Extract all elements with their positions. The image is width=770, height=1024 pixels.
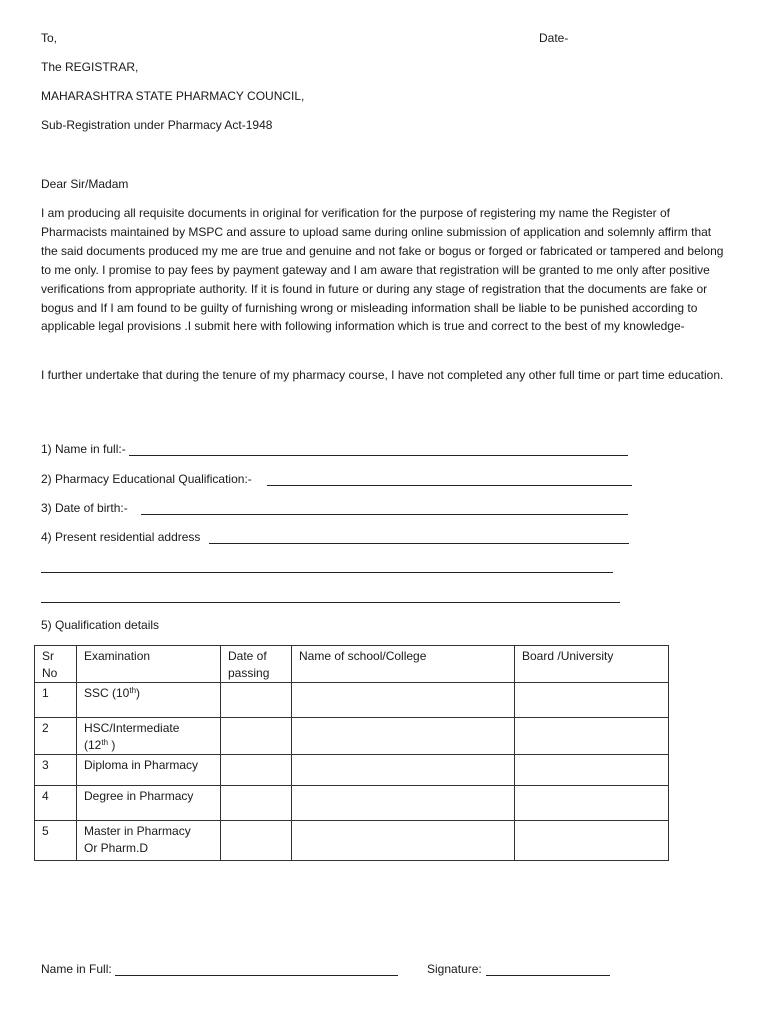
field-address-label: 4) Present residential address [41,530,201,544]
row-school-cell[interactable] [292,683,515,718]
row-board-cell[interactable] [515,755,669,786]
row-exam: Master in Pharmacy Or Pharm.D [77,821,221,861]
field-address-line-3[interactable] [41,602,620,603]
footer-signature-label: Signature: [427,962,482,976]
table-header-row [35,646,669,683]
row-date-cell[interactable] [221,718,292,755]
row-exam: Degree in Pharmacy [77,786,221,821]
addressee-subject: Sub-Registration under Pharmacy Act-1948 [41,118,273,132]
field-dob-line[interactable] [141,514,628,515]
qualification-details-label: 5) Qualification details [41,618,160,632]
table-row [35,718,669,755]
row-date-cell[interactable] [221,755,292,786]
table-row [35,755,669,786]
row-date-cell[interactable] [221,683,292,718]
row-board-cell[interactable] [515,683,669,718]
row-board-cell[interactable] [515,786,669,821]
row-exam: SSC (10th) [77,683,221,718]
qualification-table [34,645,669,861]
table-row [35,786,669,821]
table-row [35,821,669,861]
row-date-cell[interactable] [221,786,292,821]
row-school-cell[interactable] [292,786,515,821]
row-exam: Diploma in Pharmacy [77,755,221,786]
row-sr: 2 [35,718,77,755]
row-school-cell[interactable] [292,821,515,861]
row-sr: 4 [35,786,77,821]
header-board: Board /University [515,646,669,683]
row-exam: HSC/Intermediate (12th ) [77,718,221,755]
row-school-cell[interactable] [292,755,515,786]
undertaking-paragraph: I further undertake that during the tenure of my pharmacy course, I have not completed any other full time or part time education. [41,368,724,382]
addressee-registrar: The REGISTRAR, [41,60,139,74]
header-school: Name of school/College [292,646,515,683]
row-sr: 5 [35,821,77,861]
declaration-paragraph: I am producing all requisite documents in original for verification for the purpose of registering my name the Register of Pharmacists maintained by MSPC and assure to upload same during online submission of application and solemnly affirm that the said documents produced my me are true and genuine and not fake or bogus or forged or fabricated or tampered and belong to me only. I promise to pay fees by payment gateway and I am aware that registration will be granted to me only after positive verifications from appropriate authority. If it is found in future or during any stage of registration that the documents are fake or bogus and If I am found to be guilty of furnishing wrong or misleading information shall be liable to be punished according to applicable legal provisions .I submit here with following information which is true and correct to the best of my knowledge- [41,206,724,334]
header-sr-no: Sr No [35,646,77,683]
footer-name-label: Name in Full: [41,962,112,976]
field-qualification-line[interactable] [267,485,632,486]
row-date-cell[interactable] [221,821,292,861]
salutation: Dear Sir/Madam [41,177,129,191]
header-examination: Examination [77,646,221,683]
field-qualification-label: 2) Pharmacy Educational Qualification:- [41,472,252,486]
addressee-council: MAHARASHTRA STATE PHARMACY COUNCIL, [41,89,305,103]
field-address-line-2[interactable] [41,572,613,573]
row-school-cell[interactable] [292,718,515,755]
field-name-line[interactable] [129,455,628,456]
table-row [35,683,669,718]
header-date-of-passing: Date of passing [221,646,292,683]
row-sr: 1 [35,683,77,718]
date-label: Date- [539,31,569,45]
row-sr: 3 [35,755,77,786]
field-dob-label: 3) Date of birth:- [41,501,128,515]
row-board-cell[interactable] [515,718,669,755]
field-address-line[interactable] [209,543,629,544]
footer-name-line[interactable] [115,975,398,976]
to-label: To, [41,31,58,45]
field-name-label: 1) Name in full:- [41,442,126,456]
row-board-cell[interactable] [515,821,669,861]
footer-signature-line[interactable] [486,975,610,976]
